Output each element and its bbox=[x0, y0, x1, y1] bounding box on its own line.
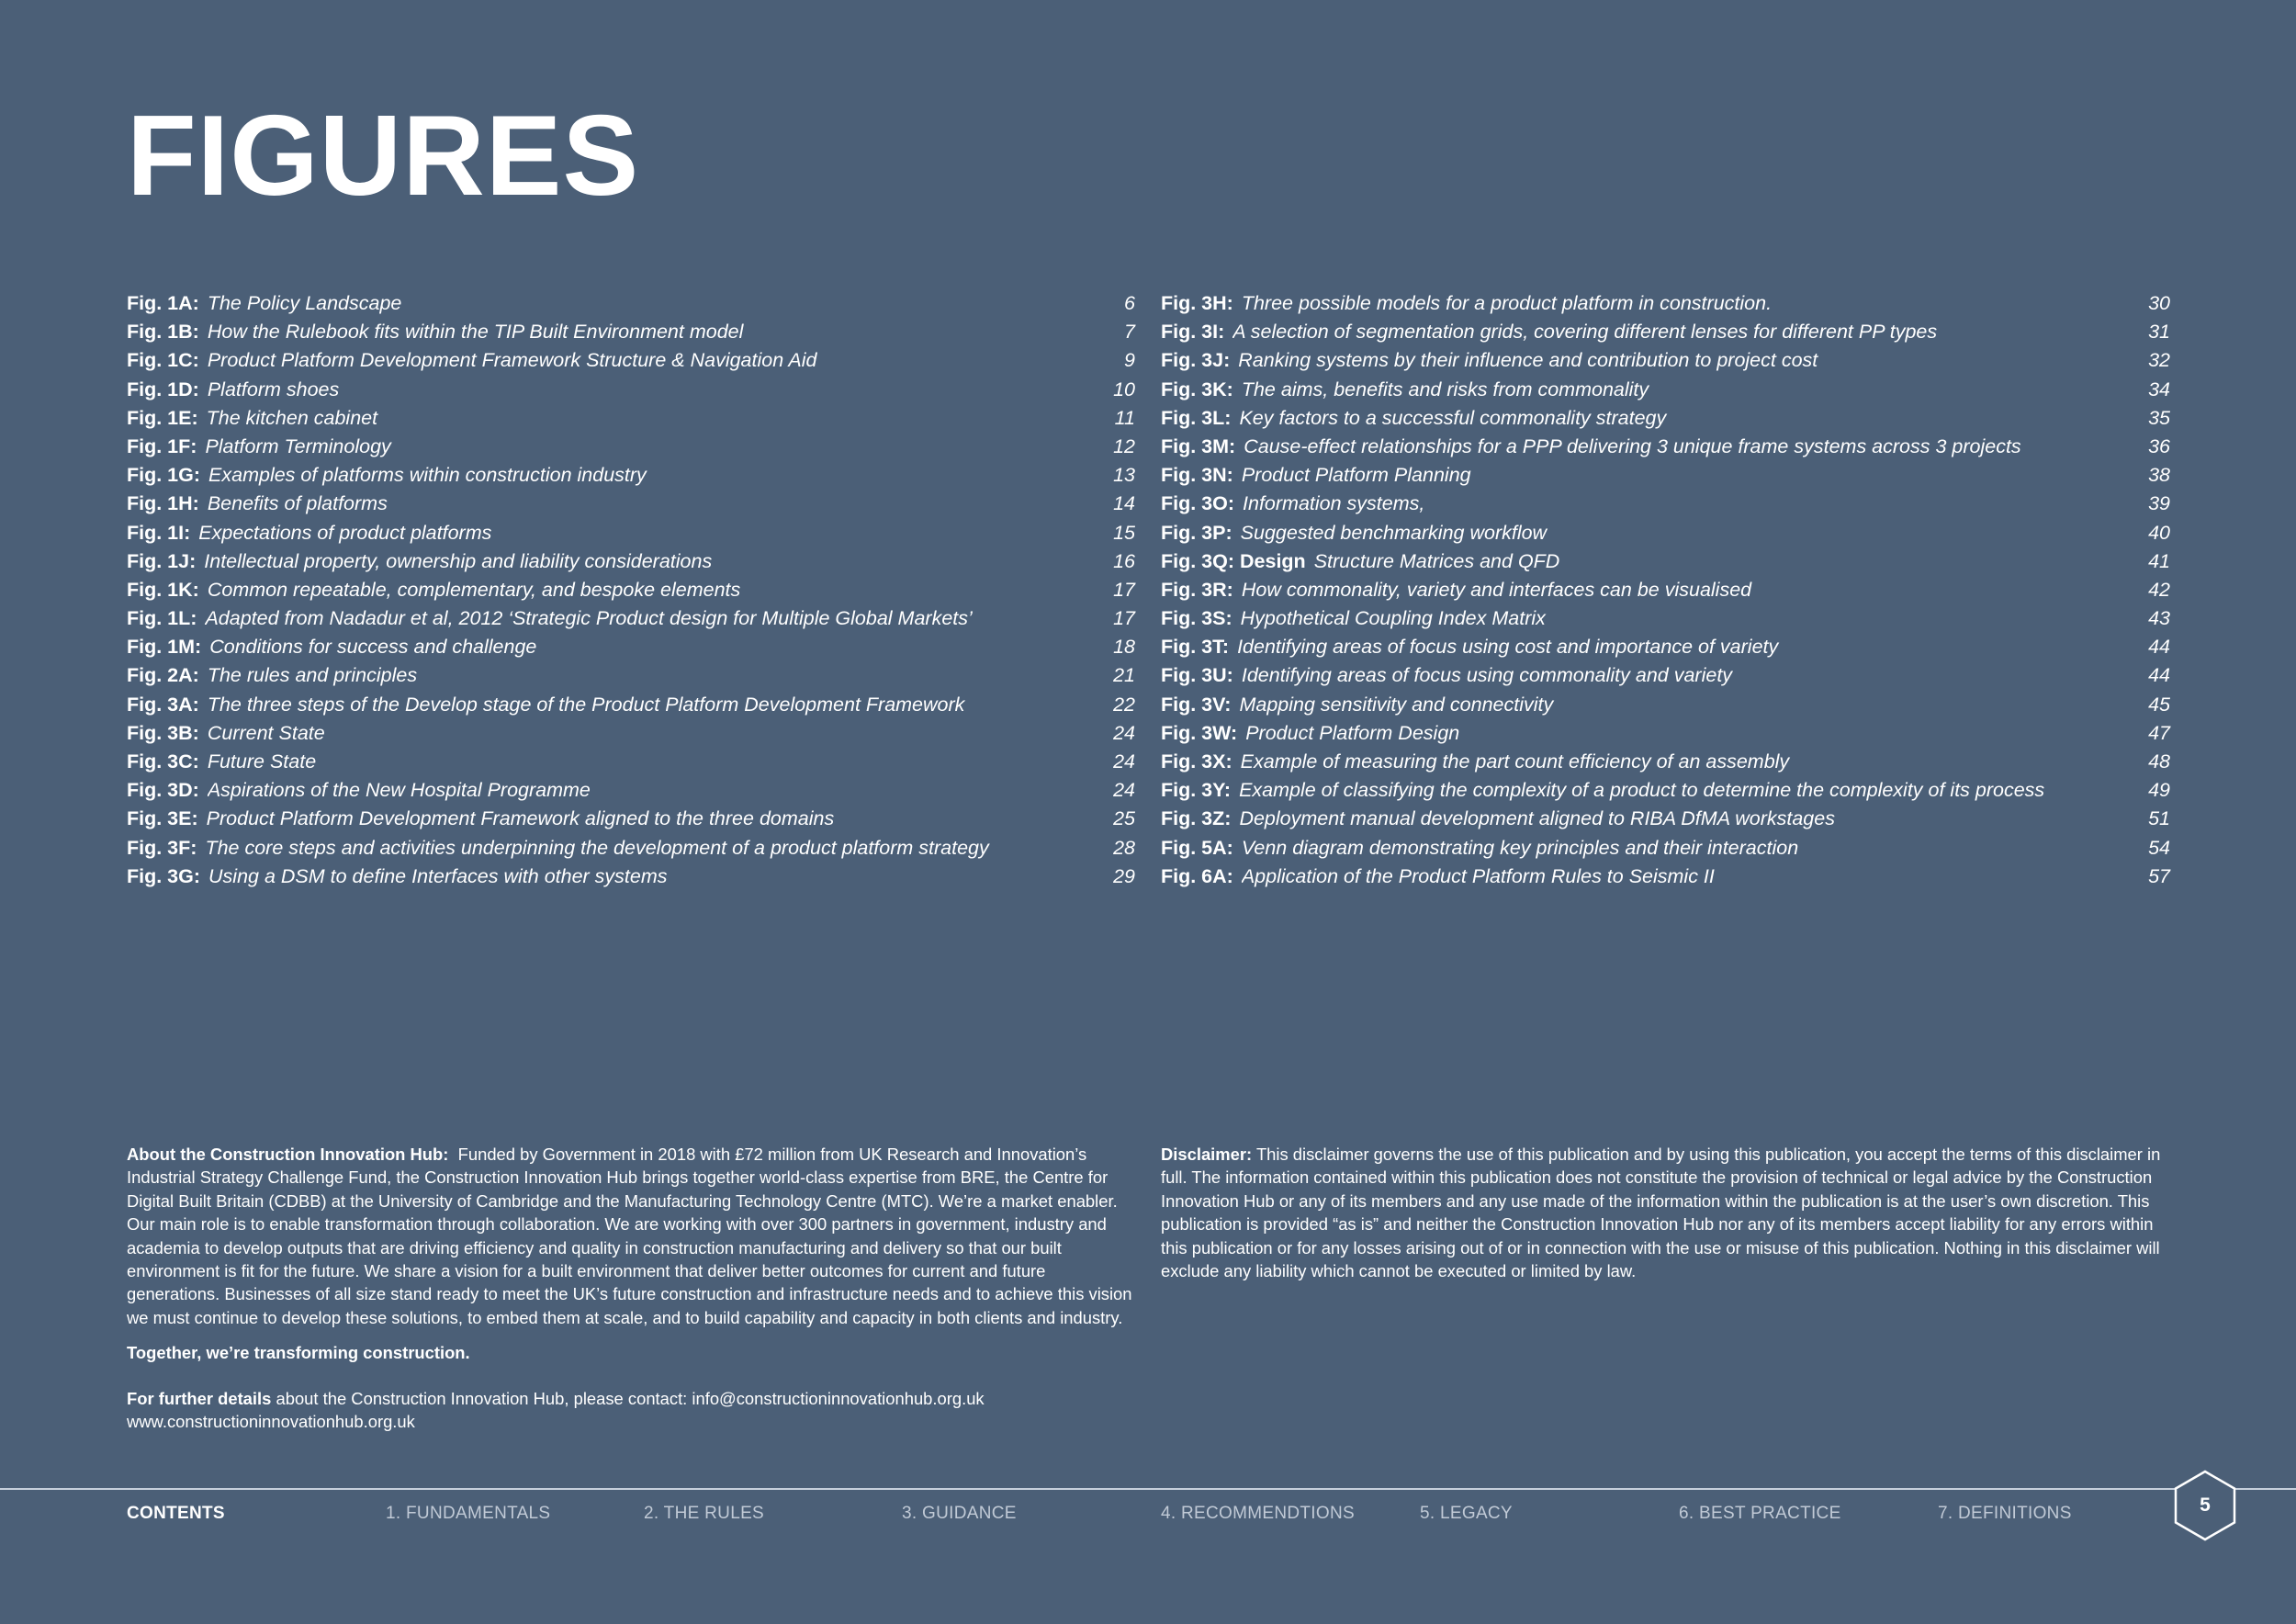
figure-entry[interactable] bbox=[127, 805, 1135, 833]
figure-page-number: 6 bbox=[1124, 292, 1135, 314]
figure-entry[interactable] bbox=[127, 289, 1135, 318]
figure-title: The core steps and activities underpinning the development of a product platform strategy bbox=[205, 836, 989, 859]
figure-page-number: 29 bbox=[1113, 864, 1135, 887]
figure-page-number: 35 bbox=[2148, 406, 2170, 429]
disclaimer-body: This disclaimer governs the use of this publication and by using this publication, you accept the terms of this disclaimer in full. The information contained within this publication does not constitute the provision of technical or legal advice by the Construction Innovation Hub or any of its members and any use made of the information within the publication is at the user’s own discretion. This publication is provided “as is” and neither the Construction Innovation Hub nor any of its members accept liability for any errors within this publication or for any losses arising out of or in connection with the use or misuse of this publication. Nothing in this disclaimer will exclude any liability which cannot be executed or limited by law. bbox=[1161, 1145, 2161, 1281]
figure-page-number: 51 bbox=[2148, 807, 2170, 830]
figure-page-number: 11 bbox=[1114, 406, 1135, 429]
website-link[interactable]: www.constructioninnovationhub.org.uk bbox=[127, 1412, 415, 1432]
figure-label: Fig. 1M: bbox=[127, 636, 202, 659]
figure-page-number: 21 bbox=[1113, 664, 1135, 687]
figure-label: Fig. 3K: bbox=[1161, 378, 1233, 400]
figure-title: Aspirations of the New Hospital Programme bbox=[207, 779, 591, 802]
figure-title: Example of classifying the complexity of a product to determine the complexity of its process bbox=[1239, 779, 2045, 802]
figure-title: Example of measuring the part count efficiency of an assembly bbox=[1240, 750, 1790, 773]
figure-title: Cause-effect relationships for a PPP delivering 3 unique frame systems across 3 projects bbox=[1244, 434, 2021, 457]
figure-entry[interactable] bbox=[127, 376, 1135, 404]
figure-page-number: 10 bbox=[1113, 378, 1135, 400]
page-number-badge bbox=[2173, 1470, 2237, 1541]
figure-label: Fig. 3Z: bbox=[1161, 807, 1232, 830]
figure-page-number: 45 bbox=[2148, 693, 2170, 716]
page-title: FIGURES bbox=[127, 93, 640, 220]
figure-entry[interactable] bbox=[127, 547, 1135, 576]
about-body: Funded by Government in 2018 with £72 million from UK Research and Innovation’s Industrial Strategy Challenge Fund, the Construction Innovation Hub brings together world-class expertise from BRE, the Centre for Digital Built Britain (CDBB) at the University of Cambridge and the Manufacturing Technology Centre (MTC). We’re a market enabler. Our main role is to enable transformation through collaboration. We are working with over 300 partners in government, industry and academia to develop outputs that are driving efficiency and quality in construction manufacturing and delivery so that our built environment is fit for the future. We share a vision for a built environment that deliver better outcomes for current and future generations. Businesses of all size stand ready to meet the UK’s future construction and infrastructure needs and to achieve this vision we must continue to develop these solutions, to embed them at scale, and to build capability and capacity in both clients and industry. bbox=[127, 1145, 1132, 1327]
figure-page-number: 28 bbox=[1113, 836, 1135, 859]
disclaimer-heading: Disclaimer: bbox=[1161, 1145, 1253, 1164]
figure-title: Product Platform Design bbox=[1245, 721, 1460, 744]
figure-label: Fig. 3C: bbox=[127, 750, 199, 773]
figure-title: A selection of segmentation grids, covering different lenses for different PP types bbox=[1232, 321, 1938, 344]
figure-page-number: 16 bbox=[1113, 549, 1135, 572]
figure-page-number: 24 bbox=[1113, 750, 1135, 773]
nav-legacy[interactable]: 5. LEGACY bbox=[1420, 1504, 1513, 1523]
figure-entry[interactable] bbox=[127, 461, 1135, 490]
figure-title: Product Platform Development Framework Structure & Navigation Aid bbox=[207, 349, 817, 372]
figure-page-number: 42 bbox=[2148, 578, 2170, 601]
figure-label: Fig. 3D: bbox=[127, 779, 199, 802]
figure-title: Adapted from Nadadur et al, 2012 ‘Strategic Product design for Multiple Global Markets’ bbox=[205, 607, 973, 630]
figure-page-number: 24 bbox=[1113, 779, 1135, 802]
figure-entry[interactable] bbox=[127, 776, 1135, 805]
figure-title: How commonality, variety and interfaces can be visualised bbox=[1241, 578, 1752, 601]
figure-page-number: 13 bbox=[1113, 464, 1135, 487]
figure-page-number: 25 bbox=[1113, 807, 1135, 830]
figure-entry[interactable] bbox=[127, 863, 1135, 891]
figure-label: Fig. 3J: bbox=[1161, 349, 1231, 372]
figure-entry[interactable] bbox=[127, 691, 1135, 719]
figure-page-number: 43 bbox=[2148, 607, 2170, 630]
figure-entry[interactable] bbox=[1161, 289, 2170, 318]
figure-page-number: 48 bbox=[2148, 750, 2170, 773]
figure-page-number: 49 bbox=[2148, 779, 2170, 802]
figure-entry[interactable] bbox=[1161, 490, 2170, 518]
figure-title: Benefits of platforms bbox=[207, 492, 388, 515]
footer-divider bbox=[0, 1488, 2296, 1490]
figure-page-number: 30 bbox=[2148, 292, 2170, 314]
further-details-text: about the Construction Innovation Hub, please contact: info@constructioninnovationhub.org.uk bbox=[276, 1388, 985, 1408]
figure-title: Product Platform Planning bbox=[1241, 464, 1471, 487]
disclaimer-section bbox=[1161, 1143, 2171, 1282]
figure-page-number: 54 bbox=[2148, 836, 2170, 859]
figure-entry[interactable] bbox=[127, 346, 1135, 375]
figure-entry[interactable] bbox=[127, 633, 1135, 661]
figure-title: The kitchen cabinet bbox=[206, 406, 378, 429]
figure-label: Fig. 3I: bbox=[1161, 321, 1225, 344]
figure-title: Future State bbox=[207, 750, 317, 773]
figure-page-number: 34 bbox=[2148, 378, 2170, 400]
figure-label: Fig. 3U: bbox=[1161, 664, 1233, 687]
about-heading: About the Construction Innovation Hub: bbox=[127, 1145, 449, 1164]
figure-entry[interactable] bbox=[1161, 461, 2170, 490]
about-section bbox=[127, 1143, 1137, 1433]
figure-label: Fig. 1D: bbox=[127, 378, 199, 400]
figure-label: Fig. 3F: bbox=[127, 836, 197, 859]
figure-entry[interactable] bbox=[1161, 691, 2170, 719]
nav-definitions[interactable]: 7. DEFINITIONS bbox=[1938, 1504, 2072, 1523]
figure-label: Fig. 1E: bbox=[127, 406, 198, 429]
figure-title: Conditions for success and challenge bbox=[209, 636, 537, 659]
figure-label: Fig. 5A: bbox=[1161, 836, 1233, 859]
figure-label: Fig. 3B: bbox=[127, 721, 199, 744]
figure-entry[interactable] bbox=[1161, 776, 2170, 805]
figure-title: Three possible models for a product platform in construction. bbox=[1241, 292, 1773, 314]
figure-title: Key factors to a successful commonality strategy bbox=[1239, 406, 1667, 429]
figure-entry[interactable] bbox=[1161, 633, 2170, 661]
figure-entry[interactable] bbox=[1161, 661, 2170, 690]
figure-page-number: 17 bbox=[1113, 607, 1135, 630]
figure-label: Fig. 3X: bbox=[1161, 750, 1232, 773]
figure-label: Fig. 3R: bbox=[1161, 578, 1233, 601]
figure-label: Fig. 3T: bbox=[1161, 636, 1230, 659]
figure-title: The aims, benefits and risks from commonality bbox=[1241, 378, 1649, 400]
figure-page-number: 57 bbox=[2148, 864, 2170, 887]
figure-label: Fig. 1C: bbox=[127, 349, 199, 372]
figures-list-right bbox=[1161, 289, 2170, 891]
figure-entry[interactable] bbox=[127, 719, 1135, 748]
figure-title: Structure Matrices and QFD bbox=[1313, 549, 1560, 572]
figure-page-number: 44 bbox=[2148, 636, 2170, 659]
figure-entry[interactable] bbox=[1161, 404, 2170, 433]
figure-label: Fig. 3W: bbox=[1161, 721, 1238, 744]
figure-entry[interactable] bbox=[127, 576, 1135, 604]
figure-label: Fig. 3L: bbox=[1161, 406, 1232, 429]
figure-title: Ranking systems by their influence and contribution to project cost bbox=[1238, 349, 1818, 372]
figure-entry[interactable] bbox=[1161, 863, 2170, 891]
figure-entry[interactable] bbox=[1161, 834, 2170, 863]
figure-label: Fig. 3P: bbox=[1161, 521, 1232, 544]
figure-title: The three steps of the Develop stage of the Product Platform Development Framework bbox=[207, 693, 965, 716]
figure-page-number: 9 bbox=[1124, 349, 1135, 372]
figure-entry[interactable] bbox=[1161, 576, 2170, 604]
figure-title: Platform shoes bbox=[207, 378, 340, 400]
figure-title: Application of the Product Platform Rules to Seismic II bbox=[1241, 864, 1715, 887]
nav-best-practice[interactable]: 6. BEST PRACTICE bbox=[1679, 1504, 1841, 1523]
figure-entry[interactable] bbox=[127, 318, 1135, 346]
figure-title: Information systems, bbox=[1243, 492, 1425, 515]
nav-the-rules[interactable]: 2. THE RULES bbox=[644, 1504, 765, 1523]
figure-entry[interactable] bbox=[1161, 547, 2170, 576]
figure-title: The rules and principles bbox=[207, 664, 418, 687]
figure-entry[interactable] bbox=[127, 834, 1135, 863]
figure-label: Fig. 3E: bbox=[127, 807, 198, 830]
figure-page-number: 31 bbox=[2148, 321, 2170, 344]
figure-page-number: 24 bbox=[1113, 721, 1135, 744]
figure-title: Intellectual property, ownership and liability considerations bbox=[204, 549, 713, 572]
figure-title: How the Rulebook fits within the TIP Built Environment model bbox=[207, 321, 744, 344]
figure-entry[interactable] bbox=[127, 519, 1135, 547]
figure-page-number: 14 bbox=[1113, 492, 1135, 515]
figure-page-number: 17 bbox=[1113, 578, 1135, 601]
figure-page-number: 12 bbox=[1113, 434, 1135, 457]
figure-entry[interactable] bbox=[1161, 805, 2170, 833]
figure-page-number: 40 bbox=[2148, 521, 2170, 544]
figure-title: Venn diagram demonstrating key principles and their interaction bbox=[1241, 836, 1799, 859]
figure-label: Fig. 1F: bbox=[127, 434, 197, 457]
figure-entry[interactable] bbox=[1161, 748, 2170, 776]
figure-label: Fig. 1I: bbox=[127, 521, 191, 544]
figure-label: Fig. 3O: bbox=[1161, 492, 1235, 515]
further-details-heading: For further details bbox=[127, 1388, 272, 1408]
nav-contents[interactable]: CONTENTS bbox=[127, 1504, 225, 1523]
figure-label: Fig. 1B: bbox=[127, 321, 199, 344]
figure-entry[interactable] bbox=[127, 433, 1135, 461]
figure-page-number: 15 bbox=[1113, 521, 1135, 544]
figure-entry[interactable] bbox=[1161, 318, 2170, 346]
figure-label: Fig. 3H: bbox=[1161, 292, 1233, 314]
nav-fundamentals[interactable]: 1. FUNDAMENTALS bbox=[386, 1504, 551, 1523]
figure-title: Common repeatable, complementary, and bespoke elements bbox=[207, 578, 741, 601]
figure-title: Product Platform Development Framework aligned to the three domains bbox=[206, 807, 835, 830]
figure-page-number: 18 bbox=[1113, 636, 1135, 659]
figure-label: Fig. 1L: bbox=[127, 607, 197, 630]
figures-list-left bbox=[127, 289, 1135, 891]
figure-entry[interactable] bbox=[1161, 376, 2170, 404]
figure-title: Current State bbox=[207, 721, 325, 744]
figure-title: Deployment manual development aligned to RIBA DfMA workstages bbox=[1239, 807, 1835, 830]
figure-entry[interactable] bbox=[127, 604, 1135, 633]
figure-label: Fig. 3V: bbox=[1161, 693, 1232, 716]
figure-title: Using a DSM to define Interfaces with other systems bbox=[208, 864, 668, 887]
figure-entry[interactable] bbox=[1161, 719, 2170, 748]
figure-page-number: 41 bbox=[2148, 549, 2170, 572]
figure-title: Mapping sensitivity and connectivity bbox=[1239, 693, 1554, 716]
figure-label: Fig. 3M: bbox=[1161, 434, 1236, 457]
figure-title: Identifying areas of focus using commonality and variety bbox=[1241, 664, 1733, 687]
figure-page-number: 36 bbox=[2148, 434, 2170, 457]
figure-label: Fig. 1A: bbox=[127, 292, 199, 314]
nav-recommendations[interactable]: 4. RECOMMENDTIONS bbox=[1161, 1504, 1355, 1523]
figure-title: Platform Terminology bbox=[205, 434, 391, 457]
page-number: 5 bbox=[2200, 1494, 2211, 1516]
nav-guidance[interactable]: 3. GUIDANCE bbox=[902, 1504, 1017, 1523]
figure-title: Hypothetical Coupling Index Matrix bbox=[1240, 607, 1546, 630]
figure-label: Fig. 3Y: bbox=[1161, 779, 1232, 802]
figure-page-number: 22 bbox=[1113, 693, 1135, 716]
figure-entry[interactable] bbox=[127, 404, 1135, 433]
figure-page-number: 32 bbox=[2148, 349, 2170, 372]
figure-page-number: 7 bbox=[1124, 321, 1135, 344]
figure-label: Fig. 3S: bbox=[1161, 607, 1232, 630]
figure-label: Fig. 6A: bbox=[1161, 864, 1233, 887]
figure-label: Fig. 1H: bbox=[127, 492, 199, 515]
about-tagline: Together, we’re transforming construction. bbox=[127, 1343, 470, 1363]
figure-page-number: 39 bbox=[2148, 492, 2170, 515]
figure-title: Examples of platforms within construction industry bbox=[208, 464, 647, 487]
figure-title: The Policy Landscape bbox=[207, 292, 402, 314]
figure-title: Suggested benchmarking workflow bbox=[1240, 521, 1548, 544]
figure-label: Fig. 1K: bbox=[127, 578, 199, 601]
figure-entry[interactable] bbox=[1161, 604, 2170, 633]
figure-label: Fig. 2A: bbox=[127, 664, 199, 687]
figure-label: Fig. 1J: bbox=[127, 549, 197, 572]
figure-label: Fig. 3Q: Design bbox=[1161, 549, 1306, 572]
figure-entry[interactable] bbox=[127, 748, 1135, 776]
figure-page-number: 44 bbox=[2148, 664, 2170, 687]
figure-entry[interactable] bbox=[127, 661, 1135, 690]
figure-label: Fig. 3N: bbox=[1161, 464, 1233, 487]
figure-label: Fig. 3A: bbox=[127, 693, 199, 716]
figure-title: Identifying areas of focus using cost and importance of variety bbox=[1237, 636, 1779, 659]
figure-label: Fig. 3G: bbox=[127, 864, 201, 887]
figure-entry[interactable] bbox=[1161, 346, 2170, 375]
figure-page-number: 47 bbox=[2148, 721, 2170, 744]
figure-entry[interactable] bbox=[1161, 519, 2170, 547]
figure-entry[interactable] bbox=[127, 490, 1135, 518]
figure-title: Expectations of product platforms bbox=[198, 521, 492, 544]
figure-label: Fig. 1G: bbox=[127, 464, 201, 487]
figure-page-number: 38 bbox=[2148, 464, 2170, 487]
figure-entry[interactable] bbox=[1161, 433, 2170, 461]
